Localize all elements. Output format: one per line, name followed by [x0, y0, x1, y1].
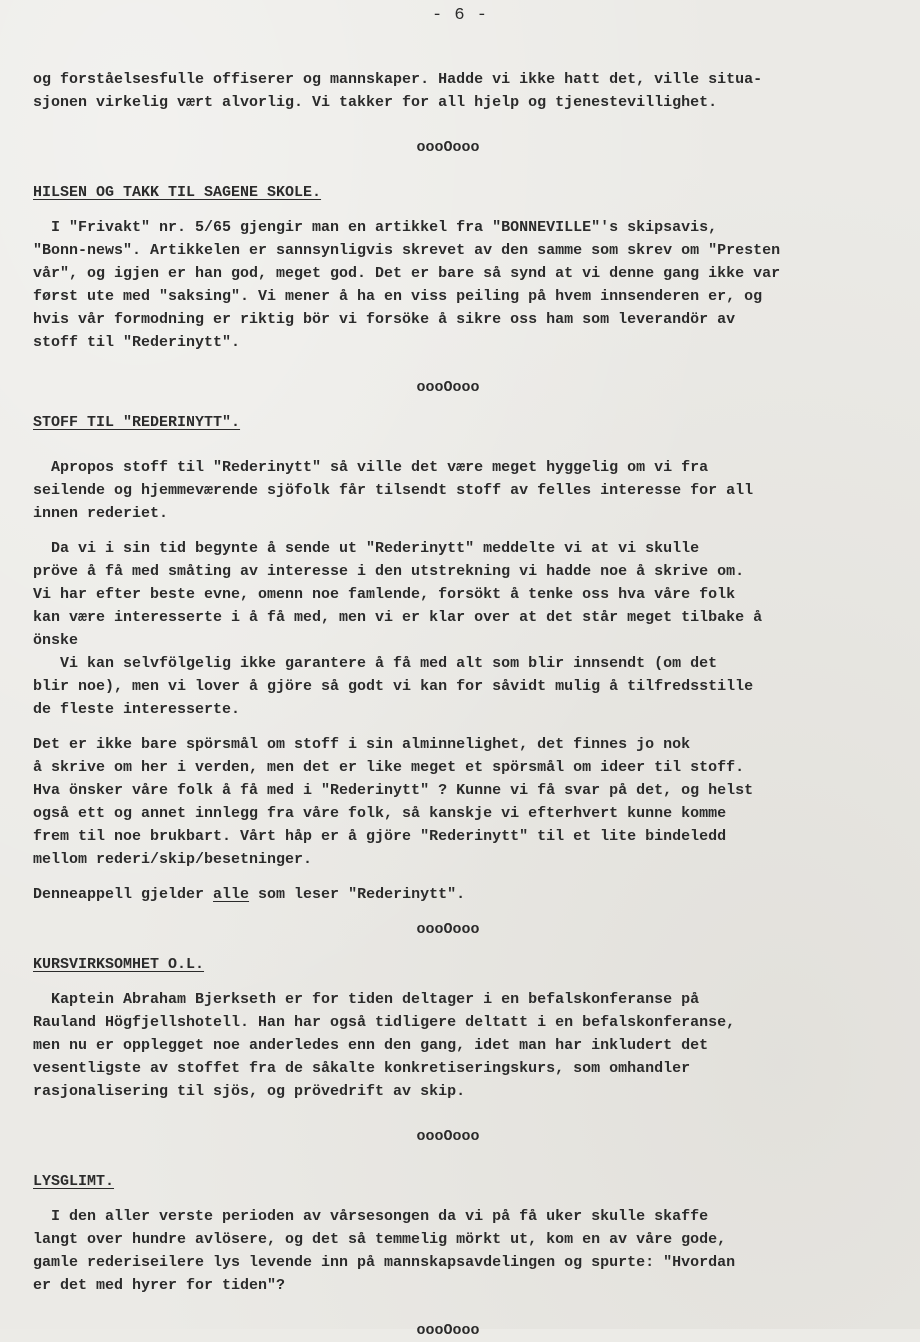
text-line: men nu er opplegget noe anderledes enn den gang, idet man har inkludert det — [33, 1037, 709, 1054]
text-line: stoff til "Rederinytt". — [33, 334, 241, 351]
section-separator: oooOooo — [416, 1322, 480, 1339]
section-heading: LYSGLIMT. — [33, 1173, 115, 1190]
text-line: Da vi i sin tid begynte å sende ut "Rederinytt" meddelte vi at vi skulle — [33, 540, 700, 557]
text-line: I den aller verste perioden av vårsesongen da vi på få uker skulle skaffe — [33, 1208, 709, 1225]
section-lysglimt — [33, 1170, 883, 1297]
text-line: gamle rederiseilere lys levende inn på mannskapsavdelingen og spurte: "Hvordan — [33, 1254, 736, 1271]
appeal-emphasis: alle — [213, 886, 250, 903]
section-hilsen — [33, 181, 883, 354]
text-line: langt over hundre avlösere, og det så temmelig mörkt ut, kom en av våre gode, — [33, 1231, 727, 1248]
text-line: Hva önsker våre folk å få med i "Rederinytt" ? Kunne vi få svar på det, og helst — [33, 782, 754, 799]
text-line: "Bonn-news". Artikkelen er sannsynligvis skrevet av den samme som skrev om "Presten — [33, 242, 781, 259]
text-line: å skrive om her i verden, men det er like meget et spörsmål om ideer til stoff. — [33, 759, 745, 776]
appeal-text-end: som leser "Rederinytt". — [249, 886, 466, 903]
section-heading: STOFF TIL "REDERINYTT". — [33, 414, 241, 431]
document-body — [33, 68, 883, 1342]
text-line: blir noe), men vi lover å gjöre så godt vi kan for såvidt mulig å tilfredsstille — [33, 678, 754, 695]
text-line: Kaptein Abraham Bjerkseth er for tiden deltager i en befalskonferanse på — [33, 991, 700, 1008]
text-line: Vi kan selvfölgelig ikke garantere å få med alt som blir innsendt (om det — [33, 655, 718, 672]
section-separator: oooOooo — [416, 139, 480, 156]
appeal-line — [33, 883, 883, 906]
text-line: også ett og annet innlegg fra våre folk, så kanskje vi efterhvert kunne komme — [33, 805, 727, 822]
text-line: Apropos stoff til "Rederinytt" så ville det være meget hyggelig om vi fra — [33, 459, 709, 476]
text-line: hvis vår formodning er riktig bör vi forsöke å sikre oss ham som leverandör av — [33, 311, 736, 328]
text-line: Vi har efter beste evne, omenn noe famlende, forsökt å tenke oss hva våre folk — [33, 586, 736, 603]
text-line: I "Frivakt" nr. 5/65 gjengir man en artikkel fra "BONNEVILLE"'s skipsavis, — [33, 219, 718, 236]
section-heading: KURSVIRKSOMHET O.L. — [33, 956, 205, 973]
text-line: Rauland Högfjellshotell. Han har også tidligere deltatt i en befalskonferanse, — [33, 1014, 736, 1031]
text-line: kan være interesserte i å få med, men vi er klar over at det står meget tilbake å — [33, 609, 763, 626]
section-heading: HILSEN OG TAKK TIL SAGENE SKOLE. — [33, 184, 322, 201]
text-line: er det med hyrer for tiden"? — [33, 1277, 286, 1294]
text-line: Det er ikke bare spörsmål om stoff i sin alminnelighet, det finnes jo nok — [33, 736, 691, 753]
text-line: önske — [33, 632, 79, 649]
text-line: sjonen virkelig vært alvorlig. Vi takker for all hjelp og tjenestevillighet. — [33, 94, 718, 111]
text-line: først ute med "saksing". Vi mener å ha en viss peiling på hvem innsenderen er, og — [33, 288, 763, 305]
text-line: vår", og igjen er han god, meget god. Det er bare så synd at vi denne gang ikke var — [33, 265, 781, 282]
section-separator: oooOooo — [416, 921, 480, 938]
text-line: pröve å få med småting av interesse i den utstrekning vi hadde noe å skrive om. — [33, 563, 745, 580]
text-line: frem til noe brukbart. Vårt håp er å gjöre "Rederinytt" til et lite bindeledd — [33, 828, 727, 845]
text-line: mellom rederi/skip/besetninger. — [33, 851, 313, 868]
text-line: innen rederiet. — [33, 505, 169, 522]
intro-paragraph — [33, 68, 883, 114]
page-number: - 6 - — [431, 6, 488, 25]
text-line: seilende og hjemmeværende sjöfolk får tilsendt stoff av felles interesse for all — [33, 482, 754, 499]
text-line: de fleste interesserte. — [33, 701, 241, 718]
text-line: rasjonalisering til sjös, og prövedrift av skip. — [33, 1083, 466, 1100]
appeal-text: Denneappell gjelder — [33, 886, 214, 903]
section-stoff — [33, 411, 883, 906]
text-line: og forståelsesfulle offiserer og mannskaper. Hadde vi ikke hatt det, ville situa- — [33, 71, 763, 88]
section-kursvirksomhet — [33, 953, 883, 1103]
section-separator: oooOooo — [416, 1128, 480, 1145]
text-line: vesentligste av stoffet fra de såkalte konkretiseringskurs, som omhandler — [33, 1060, 691, 1077]
section-separator: oooOooo — [416, 379, 480, 396]
